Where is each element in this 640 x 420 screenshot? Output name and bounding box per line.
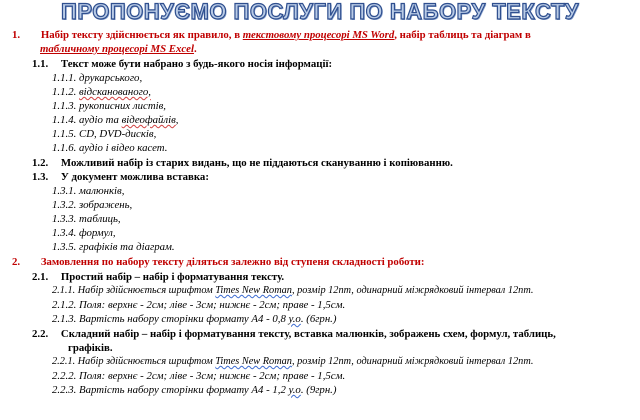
item-text-end: , розмір 12пт, одинарний міжрядковий інтервал 12пт. [291,285,534,296]
subsection-number: 1.3. [32,171,49,183]
excel-link: табличному процесорі MS Excel [40,43,194,55]
list-item [52,369,345,383]
list-item [52,85,151,99]
section-text-end: . [193,43,197,55]
item-text: зображень, [79,199,133,211]
item-text-end: , розмір 12пт, одинарний міжрядковий інтервал 12пт. [291,356,534,367]
item-number: 1.3.3. [52,213,77,225]
list-item [52,240,175,254]
item-number: 2.1.3. [52,313,77,325]
word-link: текстовому процесорі MS Word [242,29,395,41]
item-text: аудіо та [79,114,122,126]
item-text: Вартість набору сторінки формату А4 - 0,8 [79,313,289,325]
item-text: малюнків, [79,185,125,197]
list-item [52,298,345,312]
section-number: 1. [12,29,21,41]
list-item [52,226,116,240]
item-number: 1.1.5. [52,128,77,140]
item-number: 1.3.2. [52,199,77,211]
list-item [52,141,167,155]
subsection-text: У документ можлива вставка: [60,171,209,183]
subsection-text-cont: графіків. [68,342,113,354]
item-number: 1.1.4. [52,114,77,126]
list-item [52,212,121,226]
section-number: 2. [12,256,21,268]
item-number: 2.2.3. [52,384,77,396]
list-item [52,198,132,212]
subsection-1-3 [32,170,209,184]
item-number: 2.2.1. [52,356,76,367]
subsection-number: 1.1. [32,58,49,70]
subsection-text: Простий набір – набір і форматування тексту. [60,271,285,283]
item-number: 2.2.2. [52,370,77,382]
subsection-text: Можливий набір із старих видань, що не піддаються скануванню і копіюванню. [60,157,453,169]
item-text: рукописних листів, [79,100,167,112]
section-1-cont [40,42,197,56]
subsection-2-1 [32,270,284,284]
section-text: Замовлення по набору тексту діляться залежно від ступеня складності роботи: [40,256,425,268]
item-number: 1.1.3. [52,100,77,112]
item-text-end: . (6грн.) [300,313,337,325]
currency-unit: у.о [288,384,301,396]
item-text: Поля: верхнє - 2см; ліве - 3см; нижнє - 2см; праве - 1,5см. [79,370,346,382]
item-text-end: , [175,114,179,126]
section-2 [12,255,424,269]
item-number: 2.1.2. [52,299,77,311]
section-1 [12,28,531,42]
list-item [52,184,124,198]
list-item [52,127,156,141]
list-item [52,355,533,369]
item-text: таблиць, [79,213,121,225]
font-name: Times New Roman [215,285,292,296]
item-text: формул, [79,227,116,239]
subsection-text: Складний набір – набір і форматування тексту, вставка малюнків, зображень схем, формул, таблиць, [60,328,556,340]
section-text: Набір тексту здійснюється як правило, в [40,29,243,41]
item-text: графіків та діаграм. [79,241,175,253]
subsection-2-2-cont [68,341,113,355]
item-text: Набір здійснюється шрифтом [77,285,216,296]
list-item [52,312,336,326]
item-number: 1.3.1. [52,185,77,197]
list-item [52,71,142,85]
item-text: відсканованого, [79,86,151,98]
font-name: Times New Roman [215,356,292,367]
item-number: 1.1.1. [52,72,77,84]
item-text: CD, DVD-дисків, [79,128,157,140]
item-text-end: . (9грн.) [300,384,337,396]
subsection-1-2 [32,156,453,170]
item-text-misspelled: відеофайлів [121,114,176,126]
currency-unit: у.о [288,313,301,325]
list-item [52,99,166,113]
item-text: Поля: верхнє - 2см; ліве - 3см; нижнє - 2см; праве - 1,5см. [79,299,346,311]
item-number: 1.3.4. [52,227,77,239]
item-text: аудіо і відео касет. [79,142,168,154]
item-number: 1.3.5. [52,241,77,253]
section-text-cont: , набір таблиць та діаграм в [394,29,531,41]
item-text: Набір здійснюється шрифтом [77,356,216,367]
subsection-number: 1.2. [32,157,49,169]
item-number: 2.1.1. [52,285,76,296]
subsection-text: Текст може бути набрано з будь-якого носія інформації: [60,58,333,70]
subsection-1-1 [32,57,332,71]
subsection-2-2 [32,327,556,341]
subsection-number: 2.1. [32,271,49,283]
list-item [52,113,179,127]
item-number: 1.1.6. [52,142,77,154]
item-text: друкарського, [79,72,143,84]
subsection-number: 2.2. [32,328,49,340]
list-item [52,284,533,298]
item-text: Вартість набору сторінки формату А4 - 1,2 [79,384,289,396]
item-number: 1.1.2. [52,86,77,98]
page-title: ПРОПОНУЄМО ПОСЛУГИ ПО НАБОРУ ТЕКСТУ [61,0,579,24]
list-item [52,383,336,397]
